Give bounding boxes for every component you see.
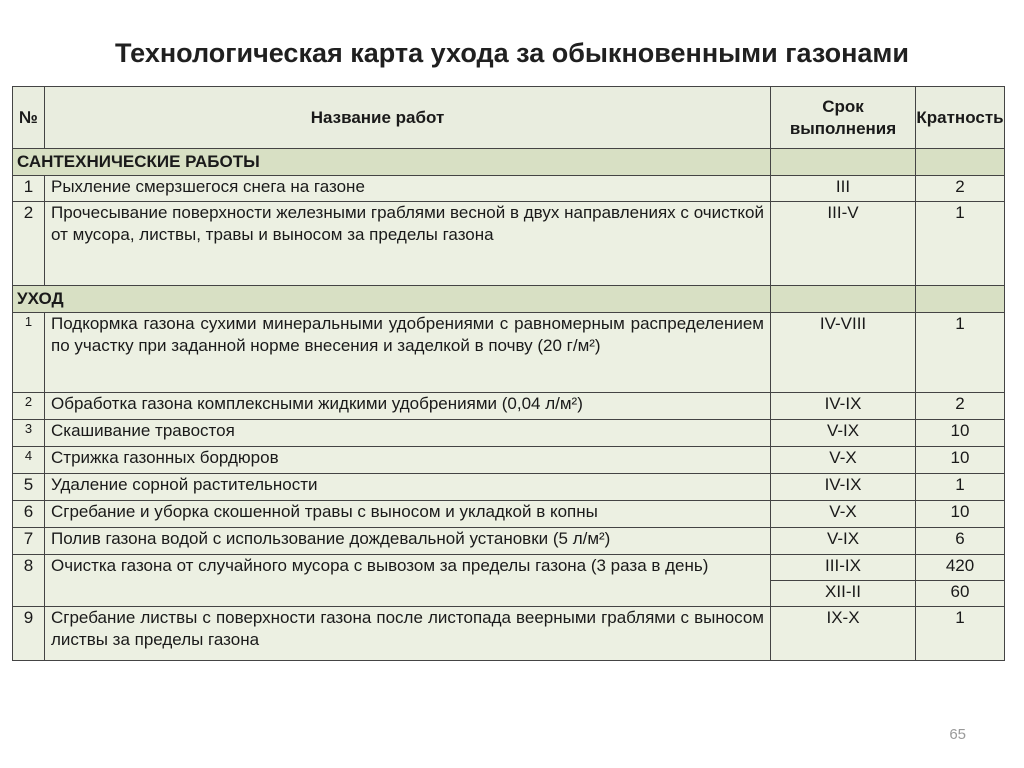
row-freq: 10 [916, 447, 1005, 474]
row-term: III-V [771, 202, 916, 286]
section-title: САНТЕХНИЧЕСКИЕ РАБОТЫ [13, 149, 771, 176]
row-num: 9 [13, 607, 45, 661]
row-name: Удаление сорной растительности [45, 474, 771, 501]
table-row [13, 555, 1005, 581]
row-num: 2 [13, 202, 45, 286]
row-num: 6 [13, 501, 45, 528]
row-term-second: XII-II [771, 581, 916, 607]
row-freq: 1 [916, 202, 1005, 286]
table-row [13, 474, 1005, 501]
row-freq: 10 [916, 501, 1005, 528]
row-freq: 6 [916, 528, 1005, 555]
table-row [13, 313, 1005, 393]
row-name: Сгребание листвы с поверхности газона после листопада веерными граблями с выносом листвы за пределы газона [45, 607, 771, 661]
row-num: 8 [13, 555, 45, 607]
row-freq: 420 [916, 555, 1005, 581]
row-name: Прочесывание поверхности железными граблями весной в двух направлениях с очисткой от мусора, листвы, травы и выносом за пределы газона [45, 202, 771, 286]
table-row [13, 447, 1005, 474]
row-freq: 1 [916, 607, 1005, 661]
row-term: IV-VIII [771, 313, 916, 393]
row-freq: 1 [916, 313, 1005, 393]
row-num: 4 [13, 447, 45, 474]
row-term: IV-IX [771, 474, 916, 501]
table-row [13, 202, 1005, 286]
row-name: Полив газона водой с использование дождевальной установки (5 л/м²) [45, 528, 771, 555]
header-freq: Кратность [916, 87, 1005, 149]
row-freq: 10 [916, 420, 1005, 447]
header-term: Срок выполнения [771, 87, 916, 149]
row-term: V-X [771, 501, 916, 528]
row-term: V-IX [771, 528, 916, 555]
row-name: Подкормка газона сухими минеральными удобрениями с равномерным распределением по участку при заданной норме внесения и заделкой в почву (20 г/м²) [45, 313, 771, 393]
row-freq: 2 [916, 393, 1005, 420]
row-num: 5 [13, 474, 45, 501]
row-term: IX-X [771, 607, 916, 661]
row-term: V-IX [771, 420, 916, 447]
row-name: Скашивание травостоя [45, 420, 771, 447]
row-name: Обработка газона комплексными жидкими удобрениями (0,04 л/м²) [45, 393, 771, 420]
row-name: Стрижка газонных бордюров [45, 447, 771, 474]
section-row-care [13, 286, 1005, 313]
page-title: Технологическая карта ухода за обыкновенными газонами [115, 38, 909, 68]
row-num: 1 [13, 176, 45, 202]
row-freq: 2 [916, 176, 1005, 202]
header-num: № [13, 87, 45, 149]
row-term: III-IX [771, 555, 916, 581]
table-row [13, 420, 1005, 447]
table-row [13, 176, 1005, 202]
table-row [13, 528, 1005, 555]
row-freq: 1 [916, 474, 1005, 501]
row-num: 3 [13, 420, 45, 447]
row-freq-second: 60 [916, 581, 1005, 607]
table-row [13, 607, 1005, 661]
row-num: 1 [13, 313, 45, 393]
section-row-plumbing [13, 149, 1005, 176]
technology-table [12, 86, 1005, 661]
row-num: 7 [13, 528, 45, 555]
row-term: V-X [771, 447, 916, 474]
table-header-row [13, 87, 1005, 149]
header-name: Название работ [45, 87, 771, 149]
row-num: 2 [13, 393, 45, 420]
section-title: УХОД [13, 286, 771, 313]
row-name: Очистка газона от случайного мусора с вывозом за пределы газона (3 раза в день) [45, 555, 771, 607]
row-name: Рыхление смерзшегося снега на газоне [45, 176, 771, 202]
row-name: Сгребание и уборка скошенной травы с выносом и укладкой в копны [45, 501, 771, 528]
row-term: III [771, 176, 916, 202]
table-row [13, 393, 1005, 420]
table-row [13, 501, 1005, 528]
row-term: IV-IX [771, 393, 916, 420]
page-number: 65 [949, 726, 966, 743]
